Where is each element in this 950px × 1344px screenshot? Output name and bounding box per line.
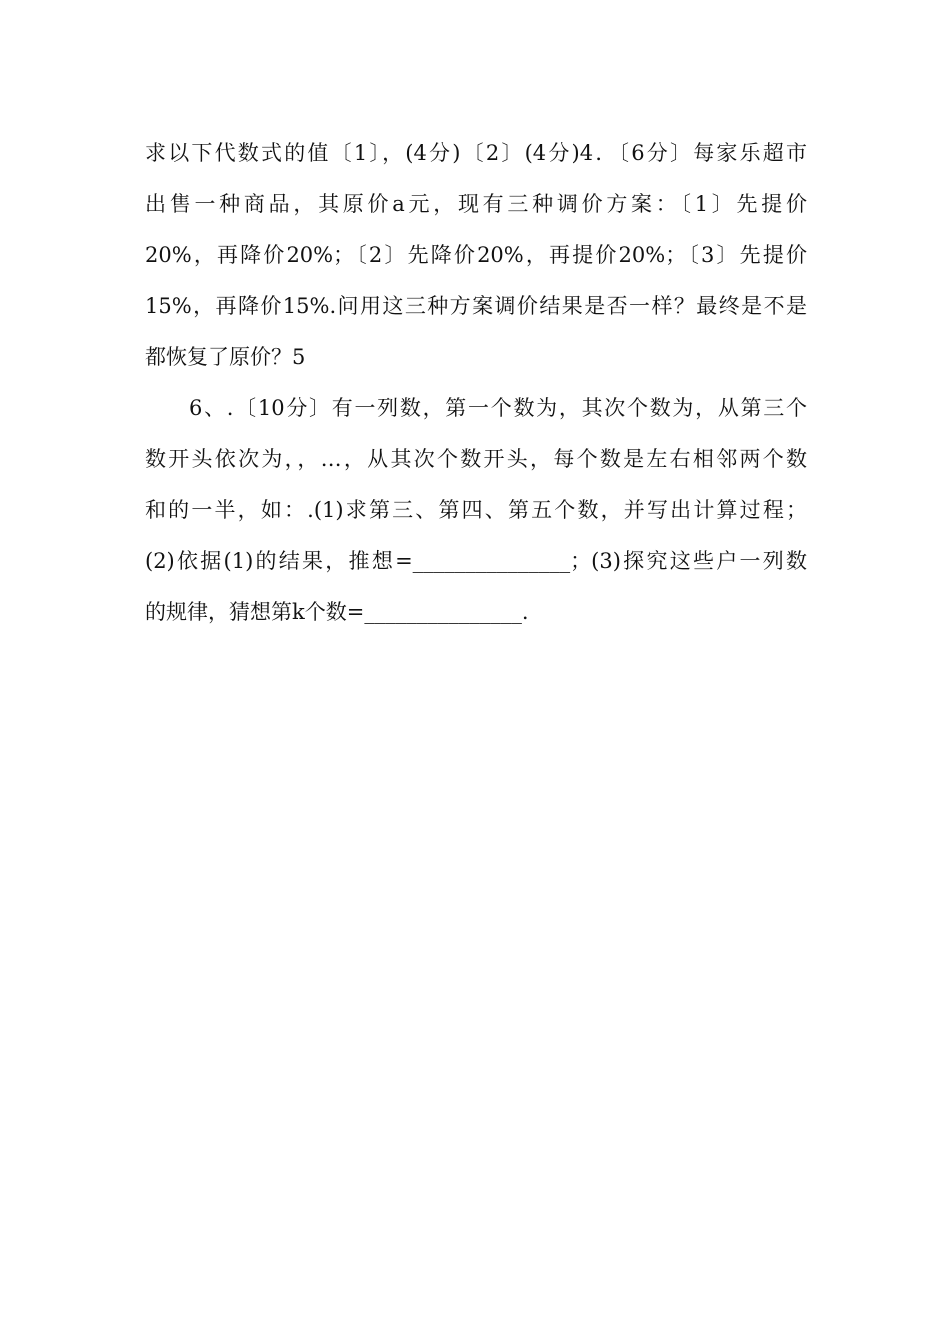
text-line: 都恢复了原价？5 (145, 345, 306, 369)
text-line: 6、.〔10分〕有一列数，第一个数为，其次个数为，从第三个 (189, 396, 807, 420)
text-line: 和的一半，如：.(1)求第三、第四、第五个数，并写出计算过程； (145, 498, 807, 522)
text-line: 15%，再降价15%.问用这三种方案调价结果是否一样？最终是不是 (145, 294, 807, 318)
paragraph-sequence-problem (145, 383, 807, 638)
text-line: 出售一种商品，其原价a元，现有三种调价方案：〔1〕先提价 (145, 192, 807, 216)
text-line: 20%，再降价20%；〔2〕先降价20%，再提价20%；〔3〕先提价 (145, 243, 807, 267)
paragraph-pricing-problem (145, 128, 807, 383)
text-line: (2)依据(1)的结果，推想=_______________；(3)探究这些户一列数 (145, 549, 807, 573)
text-line: 的规律，猜想第k个数=_______________. (145, 600, 529, 624)
text-line: 求以下代数式的值〔1〕，(4分)〔2〕(4分)4．〔6分〕每家乐超市 (145, 141, 807, 165)
text-line: 数开头依次为，，…，从其次个数开头，每个数是左右相邻两个数 (145, 447, 807, 471)
document-body (145, 128, 807, 638)
